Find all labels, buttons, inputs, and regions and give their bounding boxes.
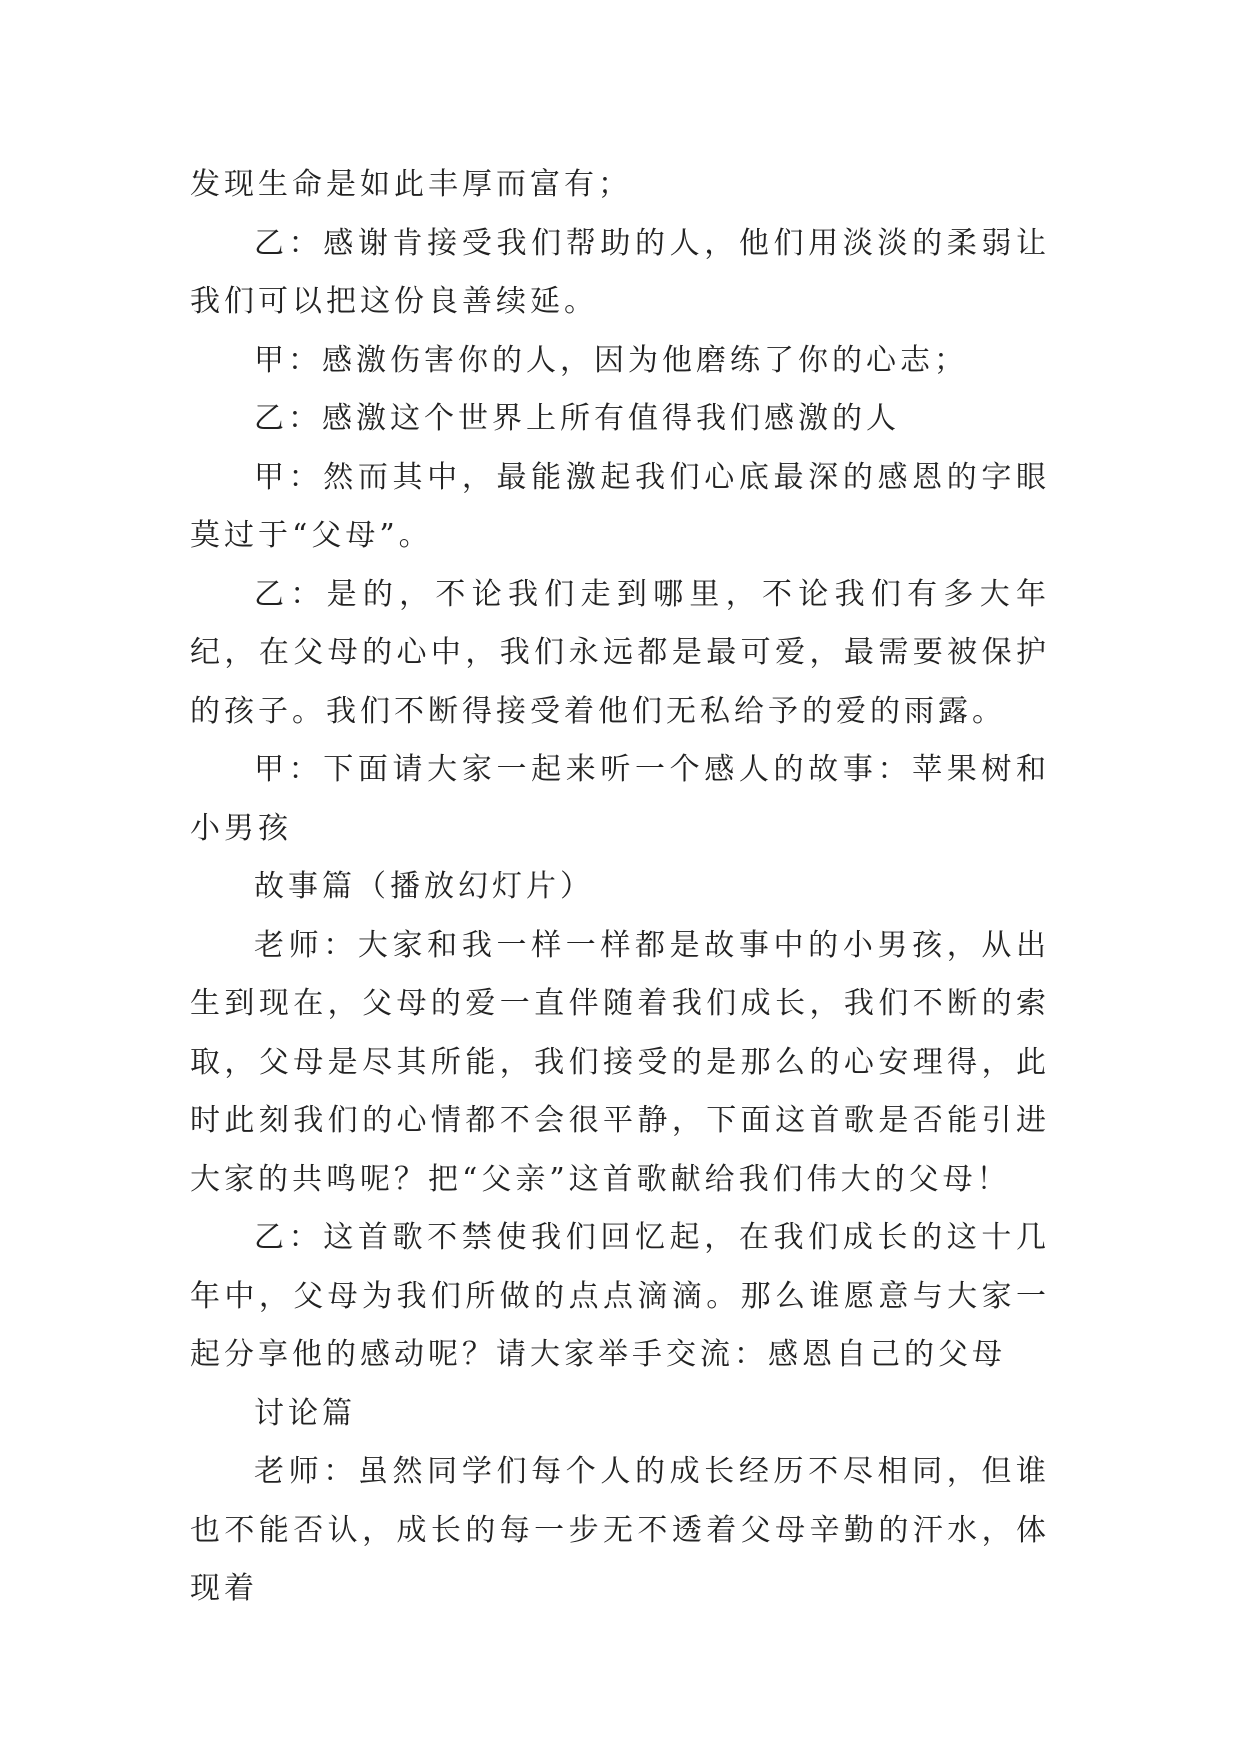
paragraph-5: 甲：然而其中，最能激起我们心底最深的感恩的字眼莫过于“父母”。	[190, 459, 1050, 553]
paragraph-3: 甲：感激伤害你的人，因为他磨练了你的心志；	[254, 342, 968, 378]
section-heading-story: 故事篇（播放幻灯片）	[254, 869, 594, 904]
paragraph-4: 乙：感激这个世界上所有值得我们感激的人	[254, 401, 900, 436]
paragraph-6: 乙：是的，不论我们走到哪里，不论我们有多大年纪，在父母的心中，我们永远都是最可爱，最需要被保护的孩子。我们不断得接受着他们无私给予的爱的雨露。	[190, 576, 1050, 729]
section-heading-discussion: 讨论篇	[254, 1395, 356, 1431]
paragraph-9: 老师：大家和我一样一样都是故事中的小男孩，从出生到现在，父母的爱一直伴随着我们成长，我们不断的索取，父母是尽其所能，我们接受的是那么的心安理得，此时此刻我们的心情都不会很平静，下面这首歌是否能引进大家的共鸣呢？把“父亲”这首歌献给我们伟大的父母！	[190, 927, 1050, 1197]
paragraph-7: 甲：下面请大家一起来听一个感人的故事：苹果树和小男孩	[190, 752, 1050, 846]
paragraph-2: 乙：感谢肯接受我们帮助的人，他们用淡淡的柔弱让我们可以把这份良善续延。	[190, 225, 1050, 319]
paragraph-1: 发现生命是如此丰厚而富有；	[190, 167, 632, 202]
paragraph-12: 老师：虽然同学们每个人的成长经历不尽相同，但谁也不能否认，成长的每一步无不透着父母辛勤的汗水，体现着	[190, 1454, 1050, 1606]
paragraph-10: 乙：这首歌不禁使我们回忆起，在我们成长的这十几年中，父母为我们所做的点点滴滴。那么谁愿意与大家一起分享他的感动呢？请大家举手交流：感恩自己的父母	[190, 1220, 1050, 1372]
document-page	[190, 156, 1050, 1619]
